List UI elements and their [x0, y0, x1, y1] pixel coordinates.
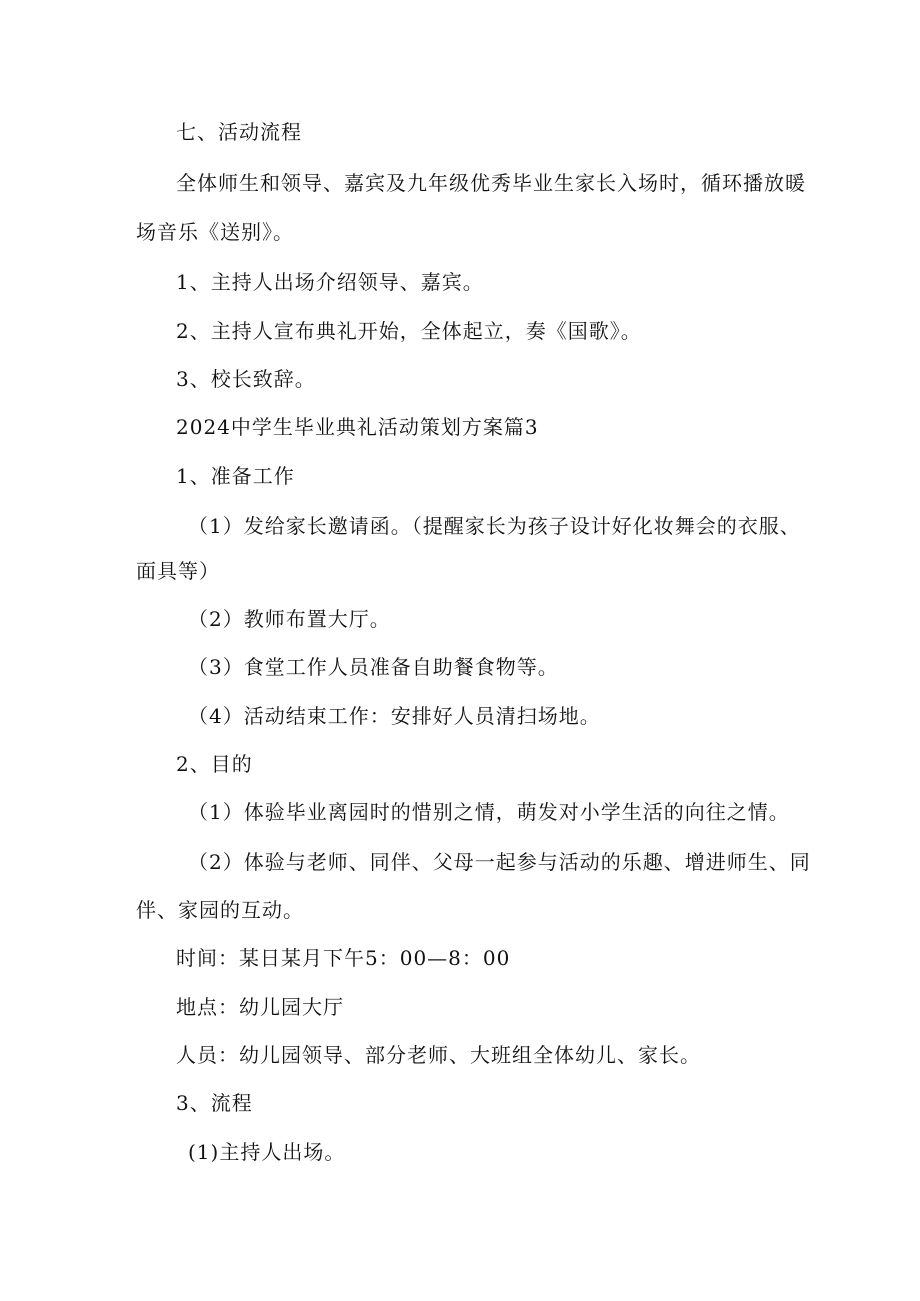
section-heading-preparation: 1、准备工作	[176, 464, 295, 488]
section-heading-activity-flow: 七、活动流程	[176, 120, 302, 144]
list-item-invitation: （1）发给家长邀请函。（提醒家长为孩子设计好化妆舞会的衣服、	[188, 514, 801, 538]
list-item-host-enters: (1)主持人出场。	[188, 1140, 346, 1164]
section-heading-process: 3、流程	[176, 1091, 253, 1115]
paragraph-entrance-music-cont: 场音乐《送别》。	[136, 220, 294, 244]
list-item-ceremony-start: 2、主持人宣布典礼开始，全体起立，奏《国歌》。	[176, 319, 642, 343]
section-heading-purpose: 2、目的	[176, 752, 253, 776]
list-item-host-intro: 1、主持人出场介绍领导、嘉宾。	[176, 270, 484, 294]
info-participants: 人员：幼儿园领导、部分老师、大班组全体幼儿、家长。	[176, 1043, 701, 1067]
list-item-hall-setup: （2）教师布置大厅。	[188, 607, 391, 631]
plan-title: 2024中学生毕业典礼活动策划方案篇3	[176, 415, 539, 439]
info-time: 时间：某日某月下午5：00—8：00	[176, 946, 511, 970]
paragraph-entrance-music: 全体师生和领导、嘉宾及九年级优秀毕业生家长入场时，循环播放暖	[176, 171, 806, 195]
list-item-purpose-2: （2）体验与老师、同伴、父母一起参与活动的乐趣、增进师生、同	[188, 850, 811, 874]
list-item-invitation-cont: 面具等）	[136, 559, 220, 583]
info-location: 地点：幼儿园大厅	[176, 995, 344, 1019]
list-item-purpose-2-cont: 伴、家园的互动。	[136, 898, 304, 922]
list-item-buffet: （3）食堂工作人员准备自助餐食物等。	[188, 655, 559, 679]
list-item-cleanup: （4）活动结束工作：安排好人员清扫场地。	[188, 704, 601, 728]
list-item-principal-speech: 3、校长致辞。	[176, 367, 316, 391]
list-item-purpose-1: （1）体验毕业离园时的惜别之情，萌发对小学生活的向往之情。	[188, 800, 790, 824]
